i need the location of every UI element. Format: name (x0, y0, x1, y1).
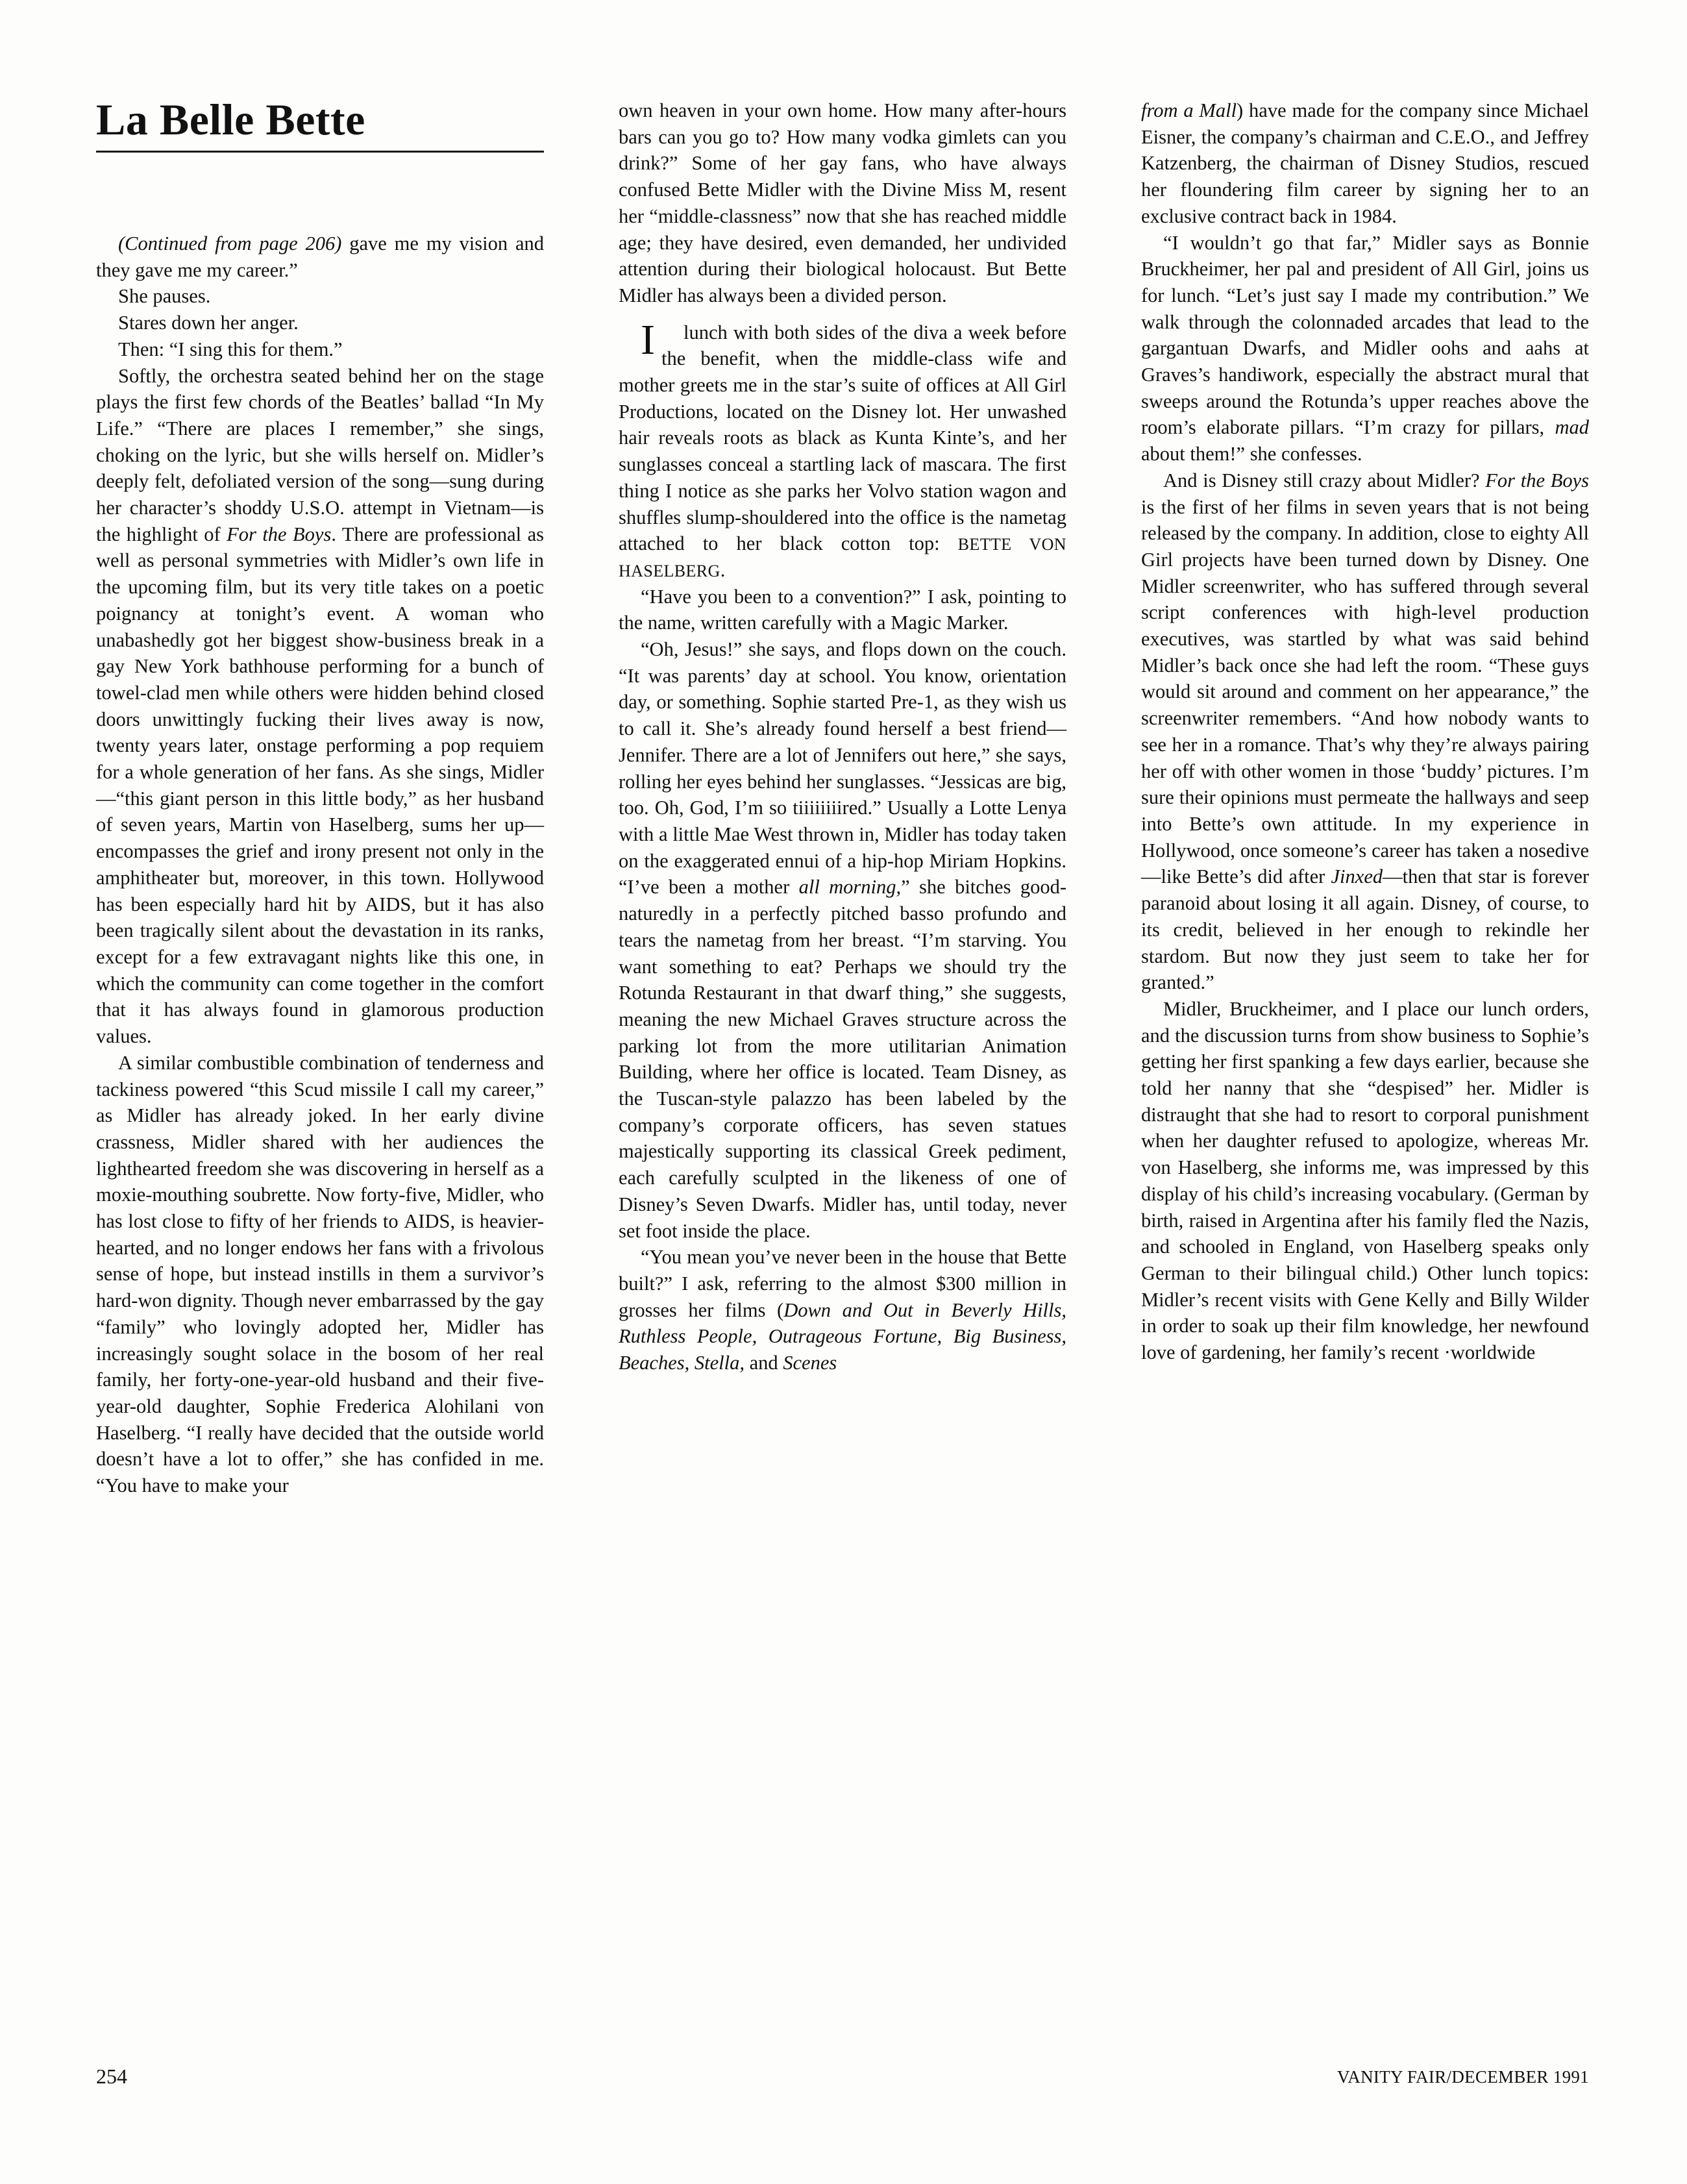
article-body (96, 97, 1589, 2032)
paragraph-text: lunch with both sides of the diva a week before the benefit, when the middle-class wife and mother greets me in the star’s suite of offices at All Girl Productions, located on the Disney lot. Her unwashed hair reveals roots as black as Kunta Kinte’s, and her sunglasses conceal a startling lack of mascara. The first thing I notice as she parks her Volvo station wagon and shuffles slump-shouldered into the office is the nametag attached to her black cotton top: BETTE VON HASELBERG. (619, 321, 1066, 581)
three-column-layout (96, 97, 1589, 2032)
paragraph: She pauses. (118, 285, 211, 308)
paragraph-with-dropcap (619, 316, 1066, 584)
column-three (1141, 97, 1589, 1366)
paragraph: “You mean you’ve never been in the house that Bette built?” I ask, referring to the almost $300 million in grosses her films (Down and Out in Beverly Hills, Ruthless People, Outrageous Fortune, Big Business, Beaches, Stella, and Scenes (619, 1246, 1066, 1374)
paragraph: A similar combustible combination of tenderness and tackiness powered “this Scud missile I call my career,” as Midler has already joked. In her early divine crassness, Midler shared with her audiences the lighthearted freedom she was discovering in herself as a moxie-mouthing soubrette. Now forty-five, Midler, who has lost close to fifty of her friends to AIDS, is heavier-hearted, and no longer endows her fans with a frivolous sense of hope, but instead instills in them a survivor’s hard-won dignity. Though never embarrassed by the gay “family” who lovingly adopted her, Midler has increasingly sought solace in the bosom of her real family, her forty-one-year-old husband and their five-year-old daughter, Sophie Frederica Alohilani von Haselberg. “I really have decided that the outside world doesn’t have a lot to offer,” she has confided in me. “You have to make your (96, 1051, 544, 1497)
paragraph: “Oh, Jesus!” she says, and flops down on the couch. “It was parents’ day at school. You know, orientation day, or something. Sophie started Pre-1, as they wish us to call it. She’s already found herself a best friend—Jennifer. There are a lot of Jennifers out here,” she says, rolling her eyes behind her sunglasses. “Jessicas are big, too. Oh, God, I’m so tiiiiiiiired.” Usually a Lotte Lenya with a little Mae West thrown in, Midler has today taken on the exaggerated ennui of a hip-hop Miriam Hopkins. “I’ve been a mother all morning,” she bitches good-naturedly in a perfectly pitched basso profundo and tears the nametag from her breast. “I’m starving. You want something to eat? Perhaps we should try the Rotunda Restaurant in that dwarf thing,” she suggests, meaning the new Michael Graves structure across the parking lot from the more utilitarian Animation Building, where her office is located. Team Disney, as the Tuscan-style palazzo has been labeled by the company’s corporate officers, has seven statues majestically supporting its classical Greek pediment, each carefully sculpted in the likeness of one of Disney’s Seven Dwarfs. Midler has, until today, never set foot inside the place. (619, 638, 1066, 1242)
publication-line: VANITY FAIR/DECEMBER 1991 (1336, 2067, 1589, 2087)
paragraph: Then: “I sing this for them.” (118, 338, 343, 360)
paragraph: And is Disney still crazy about Midler? For the Boys is the first of her films in seven years that is not being released by the company. In addition, close to eighty All Girl projects have been turned down by Disney. One Midler screenwriter, who has suffered through several script conferences with high-level production executives, was startled by what was said behind Midler’s back once she had left the room. “These guys would sit around and comment on her appearance,” the screenwriter remembers. “And how nobody wants to see her in a romance. That’s why they’re always pairing her off with other women in those ‘buddy’ pictures. I’m sure their opinions must permeate the hallways and seep into Bette’s own attitude. In my experience in Hollywood, once someone’s career has taken a nosedive—like Bette’s did after Jinxed—then that star is forever paranoid about losing it all again. Disney, of course, to its credit, believed in her enough to rekindle her stardom. But now they just seem to take her for granted.” (1141, 469, 1590, 994)
page-title: La Belle Bette (96, 95, 365, 144)
column-two (619, 97, 1066, 1376)
drop-cap: I (641, 316, 655, 364)
paragraph: Softly, the orchestra seated behind her on the stage plays the first few chords of the Beatles’ ballad “In My Life.” “There are places I remember,” she sings, choking on the lyric, but she wills herself on. Midler’s deeply felt, defoliated version of the song—sung during her character’s shoddy U.S.O. attempt in Vietnam—is the highlight of For the Boys. There are professional as well as personal symmetries with Midler’s own life in the upcoming film, but its very title takes on a poetic poignancy at tonight’s event. A woman who unabashedly got her biggest show-business break in a gay New York bathhouse performing for a bunch of towel-clad men while others were hidden behind closed doors unwittingly fucking their lives away is now, twenty years later, onstage performing a pop requiem for a whole generation of her fans. As she sings, Midler—“this giant person in this little body,” as her husband of seven years, Martin von Haselberg, sums her up—encompasses the grief and irony present not only in the amphitheater but, moreover, in this town. Hollywood has been especially hard hit by AIDS, but it has also been tragically silent about the devastation in its ranks, except for a few extravagant nights like this one, in which the community can come together in the comfort that it has always found in glamorous production values. (96, 364, 544, 1048)
paragraph: (Continued from page 206) gave me my vision and they gave me my career.” (96, 232, 544, 281)
page-number: 254 (96, 2065, 127, 2088)
paragraph: Stares down her anger. (118, 312, 299, 334)
paragraph: own heaven in your own home. How many after-hours bars can you go to? How many vodka gimlets can you drink?” Some of her gay fans, who have always confused Bette Midler with the Divine Miss M, resent her “middle-classness” now that she has reached middle age; they have desired, even demanded, her undivided attention during their biological holocaust. But Bette Midler has always been a divided person. (619, 99, 1066, 306)
column-one (96, 230, 544, 1499)
paragraph: Midler, Bruckheimer, and I place our lunch orders, and the discussion turns from show business to Sophie’s getting her first spanking a few days earlier, because she told her nanny that she “despised” her. Midler is distraught that she had to resort to corporal punishment when her daughter refused to apologize, whereas Mr. von Haselberg, she informs me, was impressed by this display of his child’s increasing vocabulary. (German by birth, raised in Argentina after his family fled the Nazis, and schooled in England, von Haselberg speaks only German to their bilingual child.) Other lunch topics: Midler’s recent visits with Gene Kelly and Billy Wilder in order to soak up their film knowledge, her newfound love of gardening, her family’s recent ·worldwide (1141, 997, 1589, 1364)
paragraph: “I wouldn’t go that far,” Midler says as Bonnie Bruckheimer, her pal and president of All Girl, joins us for lunch. “Let’s just say I made my contribution.” We walk through the colonnaded arcades that lead to the gargantuan Dwarfs, and Midler oohs and aahs at Graves’s handiwork, especially the abstract mural that sweeps around the Rotunda’s upper reaches above the room’s elaborate pillars. “I’m crazy for pillars, mad about them!” she confesses. (1141, 231, 1589, 465)
paragraph: from a Mall) have made for the company since Michael Eisner, the company’s chairman and C.E.O., and Jeffrey Katzenberg, the chairman of Disney Studios, rescued her floundering film career by signing her to an exclusive contract back in 1984. (1141, 99, 1589, 227)
paragraph: “Have you been to a convention?” I ask, pointing to the name, written carefully with a Magic Marker. (619, 585, 1066, 634)
